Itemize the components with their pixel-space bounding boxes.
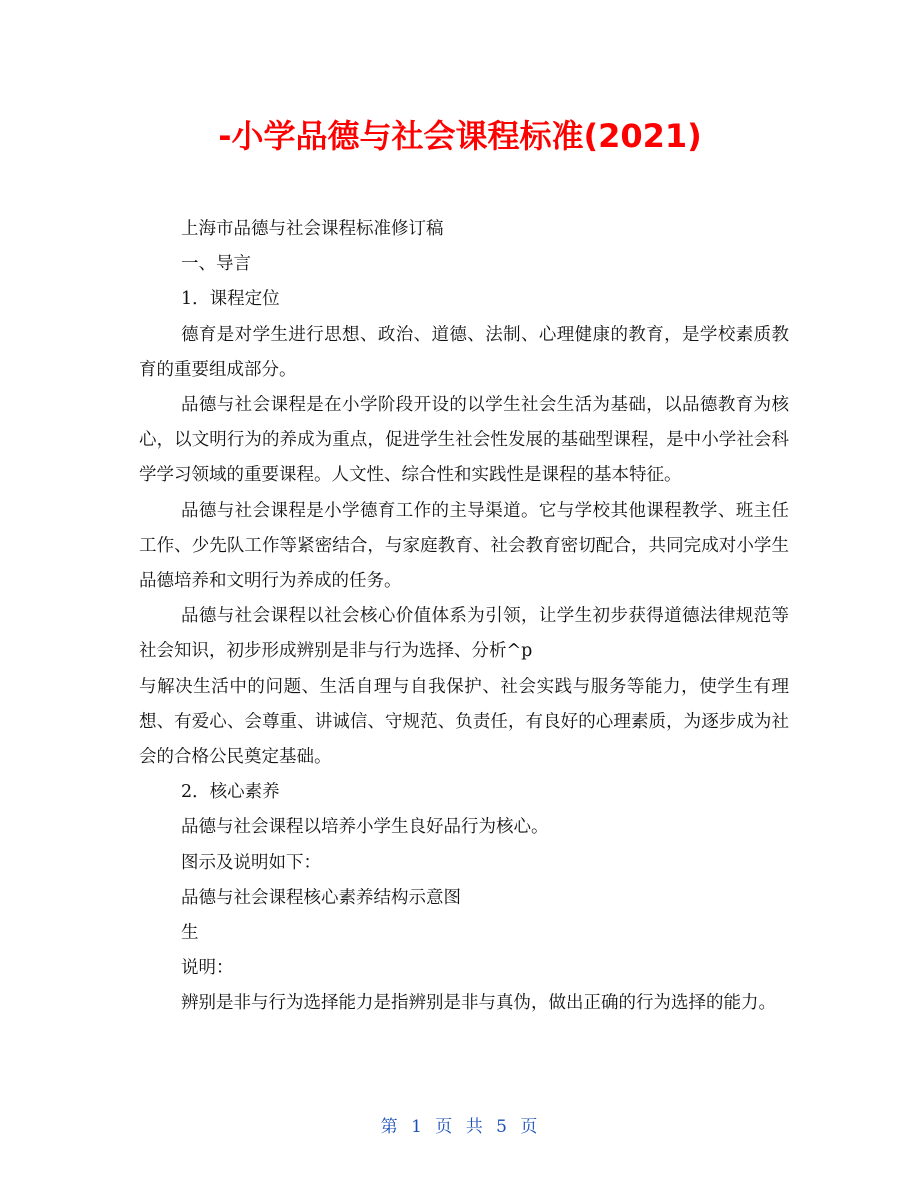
subsection-heading-course-positioning: 1．课程定位 — [181, 289, 280, 310]
paragraph-subtitle: 上海市品德与社会课程标准修订稿 — [181, 219, 444, 239]
paragraph: 品德与社会课程是在小学阶段开设的以学生社会生活为基础，以品德教育为核心，以文明行为的养成为重点，促进学生社会性发展的基础型课程，是中小学社会科学学习领域的重要课程。人文性、综合性和实践性是课程的基本特征。 — [139, 395, 789, 486]
paragraph: 品德与社会课程是小学德育工作的主导渠道。它与学校其他课程教学、班主任工作、少先队工作等紧密结合，与家庭教育、社会教育密切配合，共同完成对小学生品德培养和文明行为养成的任务。 — [139, 500, 789, 592]
section-heading-introduction: 一、导言 — [181, 254, 251, 275]
paragraph: 图示及说明如下： — [181, 852, 321, 873]
paragraph: 辨别是非与行为选择能力是指辨别是非与真伪，做出正确的行为选择的能力。 — [181, 993, 776, 1014]
document-title: -小学品德与社会课程标准(2021) — [218, 117, 702, 155]
paragraph: 品德与社会课程以社会核心价值体系为引领，让学生初步获得道德法律规范等社会知识，初步形成辨别是非与行为选择、分析^p — [139, 606, 789, 662]
paragraph-explanation-label: 说明： — [181, 958, 234, 979]
document-body — [139, 212, 789, 1022]
figure-caption: 品德与社会课程核心素养结构示意图 — [181, 887, 461, 908]
page-number-footer: 第 1 页 共 5 页 — [380, 1117, 540, 1137]
subsection-heading-core-literacy: 2．核心素养 — [181, 782, 280, 803]
paragraph: 德育是对学生进行思想、政治、道德、法制、心理健康的教育，是学校素质教育的重要组成部分。 — [139, 324, 789, 380]
figure-fragment-text: 生 — [181, 923, 199, 944]
paragraph: 品德与社会课程以培养小学生良好品行为核心。 — [181, 817, 549, 838]
paragraph-continuation: 与解决生活中的问题、生活自理与自我保护、社会实践与服务等能力，使学生有理想、有爱心、会尊重、讲诚信、守规范、负责任，有良好的心理素质，为逐步成为社会的合格公民奠定基础。 — [139, 676, 789, 768]
